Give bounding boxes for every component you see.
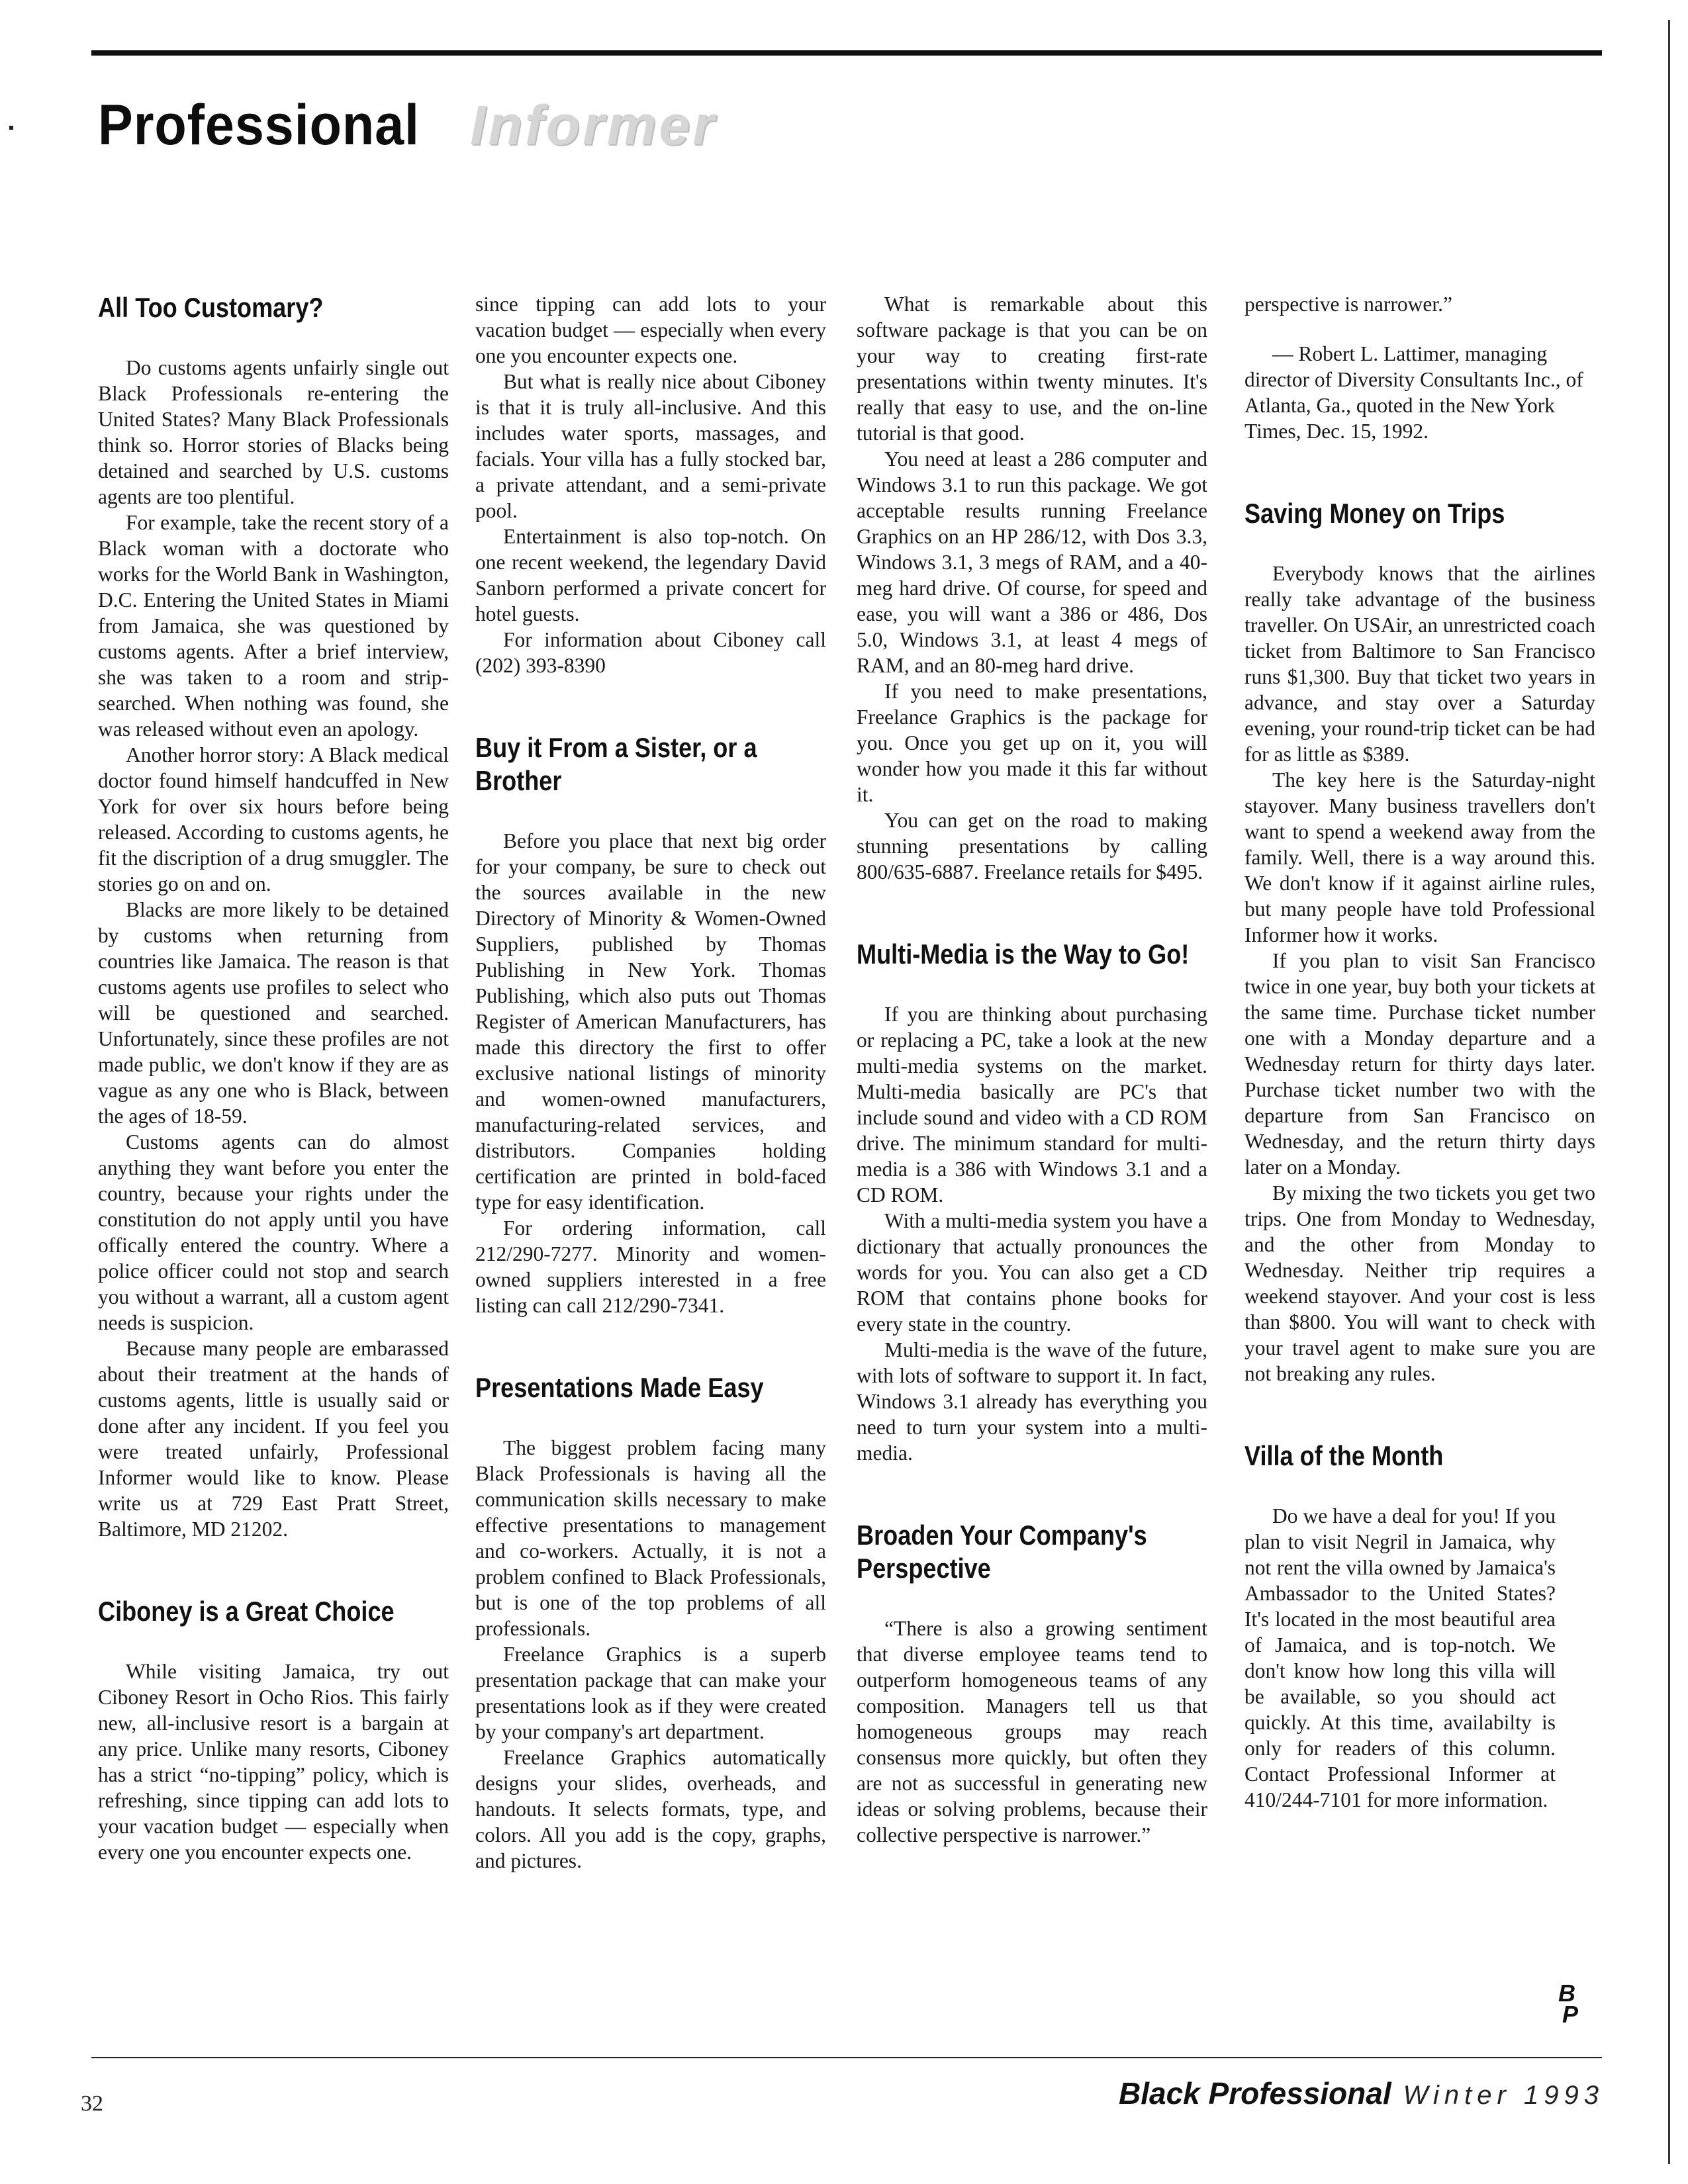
section-heading: Broaden Your Company's Perspective xyxy=(857,1520,1147,1584)
section-heading: Buy it From a Sister, or a Brother xyxy=(475,732,757,796)
paragraph: If you plan to visit San Francisco twice in one year, buy both your tickets at the same time. Purchase ticket number one with a Monday departure and a Wednesday return for thirty days later. Purchase ticket number two with the departure from San Francisco on Wednesday, and the return thirty days later on a Monday. xyxy=(1244,949,1595,1179)
paragraph: For ordering information, call 212/290-7277. Minority and women-owned suppliers interested in a free listing can call 212/290-7341. xyxy=(475,1216,826,1317)
paragraph: Before you place that next big order for your company, be sure to check out the sources available in the new Directory of Minority & Women-Owned Suppliers, published by Thomas Publishing in New York. Thomas Publishing, which also puts out Thomas Register of American Manufacturers, has made this directory the first to offer exclusive national listings of minority and women-owned manufacturers, manufacturing-related services, and distributors. Companies holding certification are printed in bold-faced type for easy identification. xyxy=(475,829,826,1214)
paragraph: You need at least a 286 computer and Windows 3.1 to run this package. We got acceptable results running Freelance Graphics on an HP 286/12, with Dos 3.3, Windows 3.1, 3 megs of RAM, and a 40-meg hard drive. Of course, for speed and ease, you will want a 386 or 486, Dos 5.0, Windows 3.1, at least 4 megs of RAM, and an 80-meg hard drive. xyxy=(857,447,1207,677)
paragraph: Multi-media is the wave of the future, with lots of software to support it. In fact, Windows 3.1 already has everything you need to turn your system into a multi-media. xyxy=(857,1338,1207,1465)
paragraph: “There is also a growing sentiment that diverse employee teams tend to outperform homogeneous teams of any composition. Managers tell us that homogeneous groups may reach consensus more quickly, but often they are not as successful in generating new ideas or solving problems, because their collective perspective is narrower.” xyxy=(857,1617,1207,1846)
paragraph: Freelance Graphics is a superb presentation package that can make your presentations look as if they were created by your company's art department. xyxy=(475,1643,826,1743)
paragraph: Blacks are more likely to be detained by customs when returning from countries like Jamaica. The reason is that customs agents use profiles to select who will be questioned and searched. Unfortunately, since these profiles are not made public, we don't know if they are as vague as any one who is Black, between the ages of 18-59. xyxy=(98,898,449,1128)
section-heading: Ciboney is a Great Choice xyxy=(98,1596,395,1627)
paragraph: For example, take the recent story of a Black woman with a doctorate who works for the World Bank in Washington, D.C. Entering the United States in Miami from Jamaica, she was questioned by customs agents. After a brief interview, she was taken to a room and strip-searched. When nothing was found, she was released without even an apology. xyxy=(98,511,449,741)
section-heading: Multi-Media is the Way to Go! xyxy=(857,938,1190,970)
paragraph-continued: since tipping can add lots to your vacation budget — especially when every one you encounter expects one. xyxy=(475,293,826,367)
paragraph: Do we have a deal for you! If you plan to visit Negril in Jamaica, why not rent the villa owned by Jamaica's Ambassador to the United States? It's located in the most beautiful area of Jamaica, and is top-notch. We don't know how long this villa will be available, so you should act quickly. At this time, availabilty is only for readers of this column. Contact Professional Informer at 410/244-7101 for more information. xyxy=(1244,1504,1556,1811)
bp-logo-icon xyxy=(1556,1979,1595,2028)
paragraph: Another horror story: A Black medical doctor found himself handcuffed in New York for over six hours before being released. According to customs agents, he fit the discription of a drug smuggler. The stories go on and on. xyxy=(98,743,449,895)
svg-text:B: B xyxy=(1558,1979,1575,2007)
paragraph: Because many people are embarassed about their treatment at the hands of customs agents, little is usually said or done after any incident. If you feel you were treated unfairly, Professional Informer would like to know. Please write us at 729 East Pratt Street, Baltimore, MD 21202. xyxy=(98,1337,449,1541)
margin-mark xyxy=(9,126,13,130)
paragraph: By mixing the two tickets you get two trips. One from Monday to Wednesday, and the other from Monday to Wednesday. Neither trip requires a weekend stayover. And your cost is less than $800. You will want to check with your travel agent to make sure you are not breaking any rules. xyxy=(1244,1181,1595,1385)
top-rule xyxy=(91,50,1602,56)
column-3 xyxy=(857,291,1207,1846)
paragraph: Freelance Graphics automatically designs your slides, overheads, and handouts. It selects formats, type, and colors. All you add is the copy, graphs, and pictures. xyxy=(475,1746,826,1872)
publication-name: Black Professional xyxy=(1119,2076,1391,2111)
masthead xyxy=(98,93,717,158)
section-heading: Saving Money on Trips xyxy=(1244,498,1505,529)
page-number: 32 xyxy=(81,2091,103,2116)
section-heading: Presentations Made Easy xyxy=(475,1372,764,1403)
paragraph: The biggest problem facing many Black Professionals is having all the communication skills necessary to make effective presentations to management and co-workers. Actually, it is not a problem confined to Black Professionals, but is one of the top problems of all professionals. xyxy=(475,1436,826,1640)
paragraph: Everybody knows that the airlines really take advantage of the business traveller. On USAir, an unrestricted coach ticket from Baltimore to San Francisco runs $1,300. Buy that ticket two years in advance, and stay over a Saturday evening, your round-trip ticket can be had for as little as $389. xyxy=(1244,562,1595,766)
masthead-subtitle: Informer xyxy=(470,94,717,156)
column-2 xyxy=(475,291,826,1874)
paragraph: With a multi-media system you have a dictionary that actually pronounces the words for you. You can also get a CD ROM that contains phone books for every state in the country. xyxy=(857,1209,1207,1336)
paragraph: If you need to make presentations, Freelance Graphics is the package for you. Once you get up on it, you will wonder how you made it this far without it. xyxy=(857,680,1207,806)
section-heading: All Too Customary? xyxy=(98,292,324,323)
paragraph: Customs agents can do almost anything they want before you enter the country, because your rights under the constitution do not apply until you have offically entered the country. Where a police officer could not stop and search you without a warrant, all a custom agent needs is suspicion. xyxy=(98,1130,449,1334)
page-edge xyxy=(1668,20,1670,2164)
column-1 xyxy=(98,291,449,1864)
svg-text:P: P xyxy=(1562,2001,1579,2028)
paragraph: While visiting Jamaica, try out Ciboney Resort in Ocho Rios. This fairly new, all-inclusive resort is a bargain at any price. Unlike many resorts, Ciboney has a strict “no-tipping” policy, which is refreshing, since tipping can add lots to your vacation budget — especially when every one you encounter expects one. xyxy=(98,1660,449,1864)
bottom-rule xyxy=(91,2057,1602,2058)
paragraph: For information about Ciboney call (202) 393-8390 xyxy=(475,628,826,677)
attribution: — Robert L. Lattimer, managing director of Diversity Consultants Inc., of Atlanta, Ga., quoted in the New York Times, Dec. 15, 1992. xyxy=(1244,342,1583,443)
issue-date: Winter 1993 xyxy=(1403,2081,1604,2110)
paragraph: But what is really nice about Ciboney is that it is truly all-inclusive. And this includes water sports, massages, and facials. Your villa has a fully stocked bar, a private attendant, and a semi-private pool. xyxy=(475,370,826,522)
paragraph: Do customs agents unfairly single out Black Professionals re-entering the United States? Many Black Professionals think so. Horror stories of Blacks being detained and searched by U.S. customs agents are too plentiful. xyxy=(98,356,449,508)
paragraph: If you are thinking about purchasing or replacing a PC, take a look at the new multi-media systems on the market. Multi-media basically are PC's that include sound and video with a CD ROM drive. The minimum standard for multi-media is a 386 with Windows 3.1 and a CD ROM. xyxy=(857,1003,1207,1206)
masthead-title: Professional xyxy=(98,93,420,157)
column-4 xyxy=(1244,291,1595,1813)
paragraph: What is remarkable about this software package is that you can be on your way to creating first-rate presentations within twenty minutes. It's really that easy to use, and the on-line tutorial is that good. xyxy=(857,293,1207,445)
paragraph: The key here is the Saturday-night stayover. Many business travellers don't want to spend a weekend away from the family. Well, there is a way around this. We don't know if it against airline rules, but many people have told Professional Informer how it works. xyxy=(1244,768,1595,946)
paragraph-continued: perspective is narrower.” xyxy=(1244,293,1452,316)
footer-credit xyxy=(1119,2075,1604,2111)
paragraph: Entertainment is also top-notch. On one recent weekend, the legendary David Sanborn performed a private concert for hotel guests. xyxy=(475,525,826,625)
section-heading: Villa of the Month xyxy=(1244,1440,1444,1471)
paragraph: You can get on the road to making stunning presentations by calling 800/635-6887. Freelance retails for $495. xyxy=(857,809,1207,884)
